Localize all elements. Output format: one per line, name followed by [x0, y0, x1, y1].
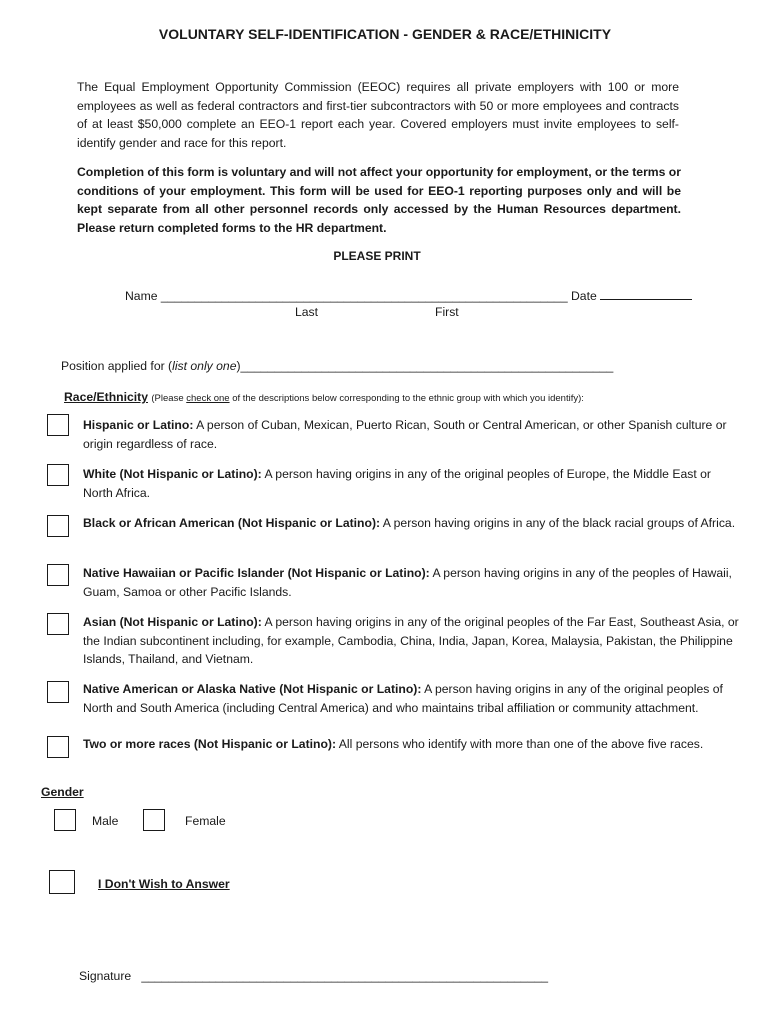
race-option-white: White (Not Hispanic or Latino): A person having origins in any of the original peoples of Europe, the Middle East or North Africa.: [83, 467, 711, 500]
last-name-caption: Last: [295, 305, 319, 319]
signature-row: [79, 969, 548, 983]
name-row: [125, 287, 692, 303]
race-heading-row: [64, 390, 584, 404]
female-checkbox[interactable]: [143, 809, 165, 831]
race-note: (Please check one of the descriptions below corresponding to the ethnic group with which you identify):: [151, 393, 584, 404]
white-checkbox[interactable]: [47, 464, 69, 486]
signature-label: Signature: [79, 969, 132, 983]
position-label-prefix: Position applied for (: [61, 359, 173, 373]
race-heading: Race/Ethnicity: [64, 390, 148, 404]
intro-paragraph: The Equal Employment Opportunity Commission (EEOC) requires all private employers with 100 or more employees as well as federal contractors and first-tier subcontractors with 50 or more employees and contracts of at least $50,000 complete an EEO-1 report each year. Covered employers must invite employees to self-identify gender and race for this report.: [77, 80, 679, 150]
native-american-checkbox[interactable]: [47, 681, 69, 703]
black-checkbox[interactable]: [47, 515, 69, 537]
name-field[interactable]: ____________________________________________________________: [160, 289, 568, 303]
first-name-caption: First: [435, 305, 459, 319]
position-field[interactable]: _______________________________________________________: [240, 359, 614, 373]
race-option-hispanic: Hispanic or Latino: A person of Cuban, Mexican, Puerto Rican, South or Central American, or other Spanish culture or origin regardless of race.: [83, 418, 727, 451]
hispanic-checkbox[interactable]: [47, 414, 69, 436]
signature-field[interactable]: ____________________________________________________________: [141, 969, 549, 983]
race-option-hawaiian: Native Hawaiian or Pacific Islander (Not Hispanic or Latino): A person having origins in any of the peoples of Hawaii, Guam, Samoa or other Pacific Islands.: [83, 566, 732, 599]
female-label: Female: [185, 814, 226, 828]
date-field[interactable]: [600, 287, 692, 300]
race-option-two-or-more: Two or more races (Not Hispanic or Latino): All persons who identify with more than one of the above five races.: [83, 737, 704, 751]
gender-heading: Gender: [41, 785, 84, 799]
two-or-more-checkbox[interactable]: [47, 736, 69, 758]
race-option-black: Black or African American (Not Hispanic or Latino): A person having origins in any of the black racial groups of Africa.: [83, 516, 736, 530]
position-label-suffix: ): [236, 359, 241, 373]
male-checkbox[interactable]: [54, 809, 76, 831]
please-print-label: PLEASE PRINT: [333, 249, 421, 263]
asian-checkbox[interactable]: [47, 613, 69, 635]
male-label: Male: [92, 814, 119, 828]
hawaiian-checkbox[interactable]: [47, 564, 69, 586]
notice-paragraph: Completion of this form is voluntary and will not affect your opportunity for employment, or the terms or conditions of your employment. This form will be used for EEO-1 reporting purposes only and will be kept separate from all other personnel records only accessed by the Human Resources department. Please return completed forms to the HR department.: [77, 165, 681, 235]
name-label: Name: [125, 289, 158, 303]
race-option-native-american: Native American or Alaska Native (Not Hispanic or Latino): A person having origins in any of the original peoples of North and South America (including Central America) and who maintains tribal affiliation or community attachment.: [83, 682, 723, 715]
no-answer-label: I Don't Wish to Answer: [98, 877, 230, 891]
position-row: [61, 359, 613, 373]
form-title: VOLUNTARY SELF-IDENTIFICATION - GENDER & RACE/ETHINICITY: [158, 26, 612, 42]
no-answer-checkbox[interactable]: [49, 870, 75, 894]
race-option-asian: Asian (Not Hispanic or Latino): A person having origins in any of the original peoples of the Far East, Southeast Asia, or the Indian subcontinent including, for example, Cambodia, China, India, Japan, Korea, Malaysia, Pakistan, the Philippine Islands, Thailand, and Vietnam.: [83, 615, 739, 667]
date-label: Date: [570, 289, 597, 303]
position-label-italic: list only one: [172, 359, 237, 373]
